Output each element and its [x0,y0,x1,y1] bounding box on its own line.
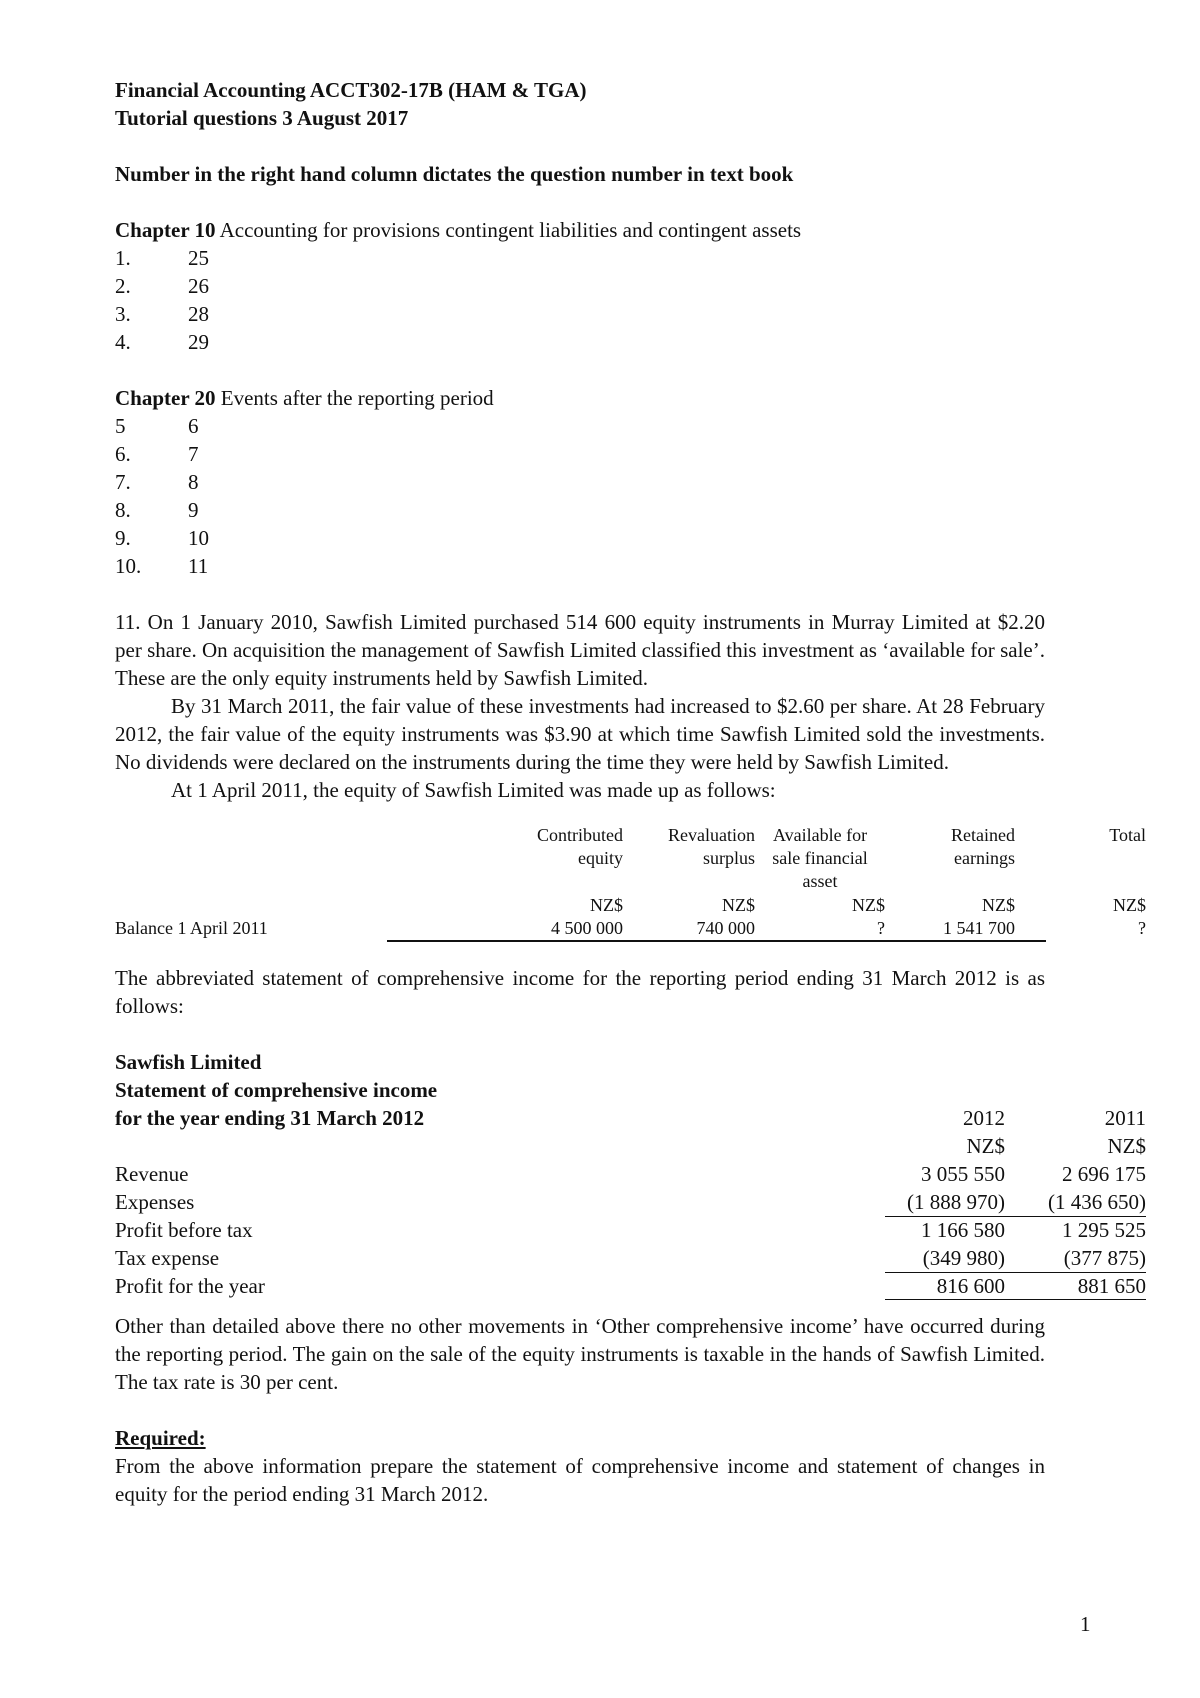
question-number: 26 [188,274,209,298]
other-comprehensive-income-note: Other than detailed above there no other movements in ‘Other comprehensive income’ have occurred during the reporting period. The gain on the sale of the equity instruments is taxable in the hands of Sawfish Limited. The tax rate is 30 per cent. [115,1314,1045,1394]
list-item [115,412,1045,440]
question-11-paragraph-1: 11. On 1 January 2010, Sawfish Limited purchased 514 600 equity instruments in Murray Limited at $2.20 per share. On acquisition the management of Sawfish Limited classified this investment as ‘available for sale’. These are the only equity instruments held by Sawfish Limited. [115,610,1045,690]
row-label-expenses: Expenses [115,1190,195,1214]
column-header-contributed-equity: Contributed equity [537,825,623,868]
currency-label: NZ$ [966,1134,1005,1158]
item-number: 4. [115,330,131,354]
question-number: 6 [188,414,199,438]
list-item [115,328,1045,356]
profit-before-tax-2011: 1 295 525 [1062,1218,1146,1242]
chapter-10-label: Chapter 10 [115,218,216,242]
item-number: 10. [115,554,142,578]
column-header-total: Total [1109,825,1146,845]
currency-label: NZ$ [590,895,623,915]
balance-contributed-equity: 4 500 000 [551,918,623,938]
chapter-10-list [115,244,1045,356]
sci-intro: The abbreviated statement of comprehensive income for the reporting period ending 31 March 2012 is as follows: [115,966,1045,1018]
question-number: 29 [188,330,209,354]
currency-label: NZ$ [1113,895,1146,915]
equity-table [115,824,1146,942]
question-number: 8 [188,470,199,494]
expenses-2012: (1 888 970) [907,1190,1005,1214]
question-number: 7 [188,442,199,466]
list-item [115,300,1045,328]
currency-label: NZ$ [1107,1134,1146,1158]
tutorial-date: Tutorial questions 3 August 2017 [115,106,409,130]
item-number: 8. [115,498,131,522]
item-number: 5 [115,414,126,438]
required-heading: Required: [115,1426,206,1450]
list-item [115,468,1045,496]
question-11-paragraph-3: At 1 April 2011, the equity of Sawfish Limited was made up as follows: [171,778,776,802]
chapter-20-label: Chapter 20 [115,386,216,410]
chapter-20-list [115,412,1045,580]
balance-row-label: Balance 1 April 2011 [115,918,268,938]
table-underline [387,940,1046,942]
required-text: From the above information prepare the statement of comprehensive income and statement of changes in equity for the period ending 31 March 2012. [115,1454,1045,1506]
currency-label: NZ$ [982,895,1015,915]
chapter-10-heading [115,216,1045,244]
item-number: 3. [115,302,131,326]
year-2012-header: 2012 [963,1106,1005,1130]
list-item [115,524,1045,552]
list-item [115,440,1045,468]
chapter-10-title: Accounting for provisions contingent liabilities and contingent assets [215,218,802,242]
question-number: 10 [188,526,209,550]
balance-revaluation-surplus: 740 000 [696,918,755,938]
row-label-revenue: Revenue [115,1162,189,1186]
balance-retained-earnings: 1 541 700 [943,918,1015,938]
chapter-20-title: Events after the reporting period [215,386,494,410]
item-number: 9. [115,526,131,550]
question-number: 9 [188,498,199,522]
item-number: 1. [115,246,131,270]
currency-label: NZ$ [722,895,755,915]
question-number: 25 [188,246,209,270]
tax-expense-2011: (377 875) [1063,1246,1146,1270]
revenue-2011: 2 696 175 [1062,1162,1146,1186]
document-page [115,76,1146,1508]
question-number: 11 [188,554,209,578]
question-number: 28 [188,302,209,326]
statement-company: Sawfish Limited [115,1050,262,1074]
column-header-retained-earnings: Retained earnings [951,825,1015,868]
expenses-2011: (1 436 650) [1048,1190,1146,1214]
instruction-note: Number in the right hand column dictates the question number in text book [115,162,794,186]
course-title: Financial Accounting ACCT302-17B (HAM & TGA) [115,78,587,102]
row-label-profit-for-year: Profit for the year [115,1274,265,1298]
profit-before-tax-2012: 1 166 580 [921,1218,1005,1242]
income-statement [115,1048,1146,1298]
profit-for-year-2011: 881 650 [1077,1274,1146,1298]
profit-for-year-2012: 816 600 [936,1274,1005,1298]
column-header-revaluation-surplus: Revaluation surplus [668,825,755,868]
revenue-2012: 3 055 550 [921,1162,1005,1186]
item-number: 6. [115,442,131,466]
total-rule [885,1299,1146,1300]
tax-expense-2012: (349 980) [922,1246,1005,1270]
list-item [115,552,1045,580]
item-number: 2. [115,274,131,298]
statement-period: for the year ending 31 March 2012 [115,1106,425,1130]
page-number: 1 [1080,1612,1091,1636]
balance-total: ? [1138,918,1146,938]
row-label-profit-before-tax: Profit before tax [115,1218,253,1242]
statement-title: Statement of comprehensive income [115,1078,438,1102]
currency-label: NZ$ [852,895,885,915]
chapter-20-heading [115,384,1045,412]
year-2011-header: 2011 [1104,1106,1146,1130]
row-label-tax-expense: Tax expense [115,1246,220,1270]
list-item [115,272,1045,300]
column-header-available-for-sale: Available for sale financial asset [772,825,868,891]
question-11-paragraph-2: By 31 March 2011, the fair value of these investments had increased to $2.60 per share. At 28 February 2012, the fair value of the equity instruments was $3.90 at which time Sawfish Limited sold the investments. No dividends were declared on the instruments during the time they were held by Sawfish Limited. [115,694,1045,774]
balance-available-for-sale: ? [877,918,885,938]
list-item [115,496,1045,524]
item-number: 7. [115,470,131,494]
list-item [115,244,1045,272]
